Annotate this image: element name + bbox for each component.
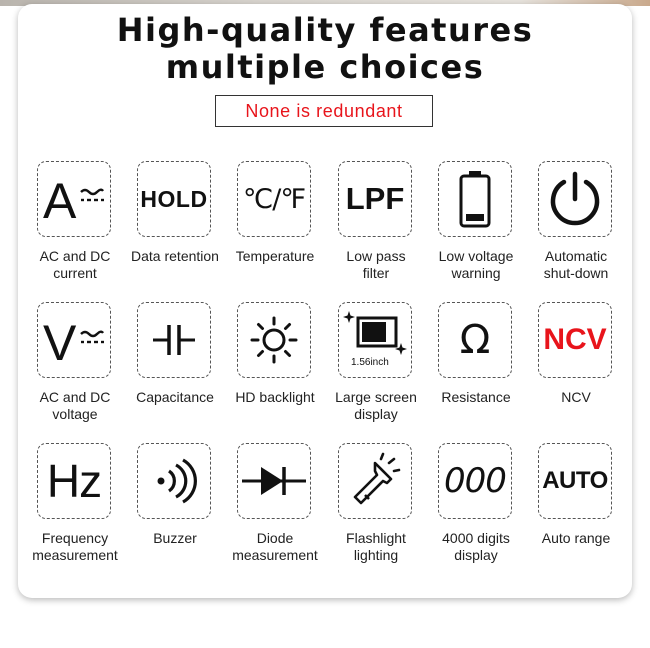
svg-text:A: A	[43, 173, 77, 229]
hz-icon: Hz	[37, 443, 111, 519]
power-icon	[538, 161, 612, 237]
feature-label: AC and DC current	[39, 248, 111, 281]
feature-label: Data retention	[131, 248, 219, 264]
ohm-icon: Ω	[438, 302, 512, 378]
feature-label: Auto range	[541, 530, 611, 546]
title-line-2: multiple choices	[165, 48, 485, 86]
feature-label: Temperature	[235, 248, 315, 264]
ac-dc-voltage-icon	[37, 302, 111, 378]
low-battery-icon	[438, 161, 512, 237]
feature-label: Flashlight lighting	[346, 530, 406, 563]
feature-label: Frequency measurement	[32, 530, 118, 563]
ncv-icon: NCV	[538, 302, 612, 378]
flashlight-icon	[338, 443, 412, 519]
feature-label: Large screen display	[335, 389, 417, 422]
feature-label: Capacitance	[136, 389, 214, 405]
title-line-1: High-quality features	[116, 11, 534, 49]
feature-label: AC and DC voltage	[39, 389, 111, 422]
feature-label: Buzzer	[153, 530, 197, 546]
lpf-icon: LPF	[338, 161, 412, 237]
buzzer-icon	[137, 443, 211, 519]
feature-label: HD backlight	[235, 389, 315, 405]
temperature-icon: ℃/℉	[237, 161, 311, 237]
subtitle-text: None is redundant	[245, 100, 403, 121]
subtitle-badge	[215, 95, 433, 127]
auto-range-icon: AUTO	[538, 443, 612, 519]
svg-text:V: V	[43, 315, 77, 370]
diode-icon	[237, 443, 311, 519]
feature-label: 4000 digits display	[442, 530, 510, 563]
feature-label: Automatic shut-down	[543, 248, 609, 281]
feature-label: Low pass filter	[346, 248, 406, 281]
hold-icon: HOLD	[137, 161, 211, 237]
feature-label: Low voltage warning	[438, 248, 514, 281]
feature-label: Diode measurement	[232, 530, 318, 563]
sun-icon	[237, 302, 311, 378]
ac-dc-current-icon	[37, 161, 111, 237]
feature-label: Resistance	[441, 389, 511, 405]
feature-label: NCV	[561, 389, 591, 405]
digits-display-icon: 000	[438, 443, 512, 519]
capacitor-icon	[137, 302, 211, 378]
large-screen-icon: 1.56inch	[338, 302, 412, 378]
